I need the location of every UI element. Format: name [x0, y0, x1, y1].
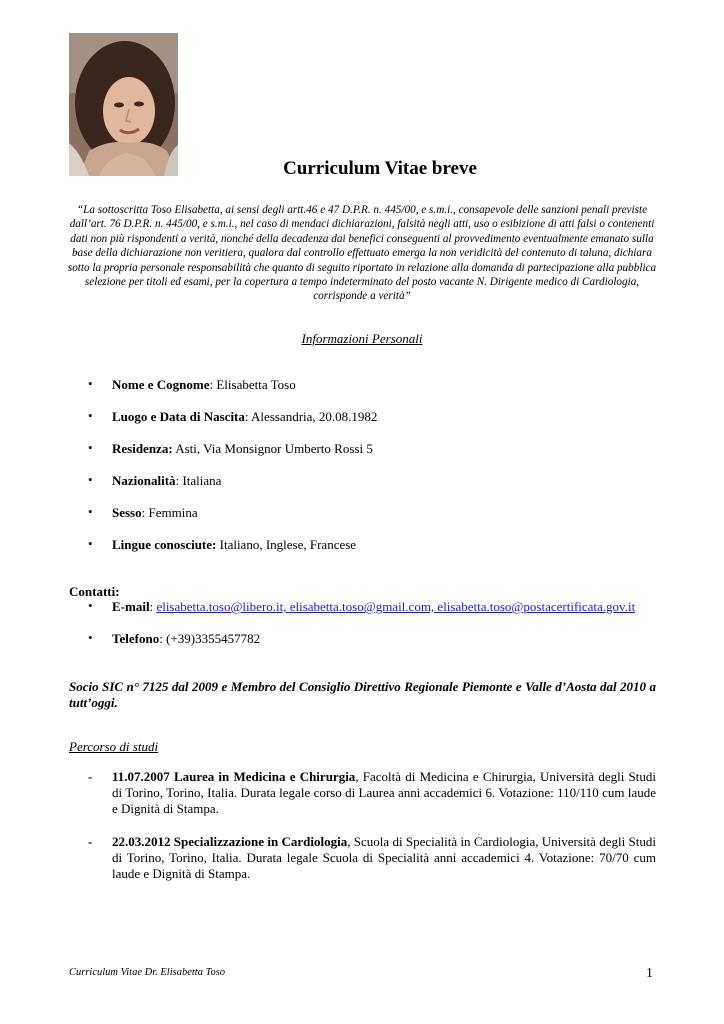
field-value: Femmina	[148, 505, 198, 520]
field-value: Italiano, Inglese, Francese	[219, 537, 357, 552]
field-value: Alessandria, 20.08.1982	[251, 409, 378, 424]
list-item	[88, 537, 668, 569]
studies-list	[88, 769, 656, 898]
field-value: Asti, Via Monsignor Umberto Rossi 5	[175, 441, 373, 456]
list-item	[88, 769, 656, 818]
field-label: Lingue conosciute:	[112, 537, 217, 552]
list-item	[88, 441, 668, 473]
phone-label: Telefono	[112, 631, 160, 646]
field-label: Nazionalità	[112, 473, 176, 488]
bullet-icon: •	[88, 376, 93, 391]
field-label: Sesso	[112, 505, 142, 520]
page-number: 1	[646, 966, 653, 981]
field-label: Nome e Cognome	[112, 377, 210, 392]
page-title: Curriculum Vitae breve	[283, 158, 477, 179]
phone-value: (+39)3355457782	[166, 631, 261, 646]
page-footer: Curriculum Vitae Dr. Elisabetta Toso	[69, 967, 226, 978]
bullet-icon: •	[88, 408, 93, 423]
degree-details: , Scuola di Specialità in Cardiologia, Università degli Studi di Torino, Torino, Italia. Durata legale Scuola di Specialità anni accademici 4. Votazione: 70/70 cum laude e Dignità di Stampa.	[112, 833, 656, 882]
list-item: • Nome e Cognome: Elisabetta Toso	[88, 376, 296, 392]
email-label: E-mail	[112, 599, 150, 614]
portrait-image	[69, 33, 178, 176]
membership-statement: Socio SIC n° 7125 dal 2009 e Membro del Consiglio Direttivo Regionale Piemonte e Valle d’Aosta dal 2010 a tutt’oggi.	[69, 679, 656, 710]
dash-marker: -	[88, 769, 93, 784]
declaration-paragraph: “La sottoscritta Toso Elisabetta, ai sensi degli artt.46 e 47 D.P.R. n. 445/00, e s.m.i., consapevole delle sanzioni penali previste dall’art. 76 D.P.R. n. 445/00, e s.m.i., nel caso di mendaci dichiarazioni, falsità negli atti, uso o esibizione di atti falsi o contenenti dati non più rispondenti a verità, nonché della decadenza dai benefici conseguenti al provvedimento eventualmente emanato sulla base della dichiarazione non veritiera, qualora dal controllo effettuato emerga la non veridicità del contenuto di taluna, dichiara sotto la propria personale responsabilità che quanto di seguito riportato in relazione alla domanda di partecipazione alla pubblica selezione per titoli ed esami, per la copertura a tempo indeterminato del posto vacante N. Dirigente medico di Cardiologia, corrisponde a verità”	[67, 204, 657, 303]
contacts-heading: Contatti:	[69, 584, 120, 599]
bullet-icon: •	[88, 536, 93, 551]
list-item	[88, 834, 656, 883]
bullet-icon: •	[88, 598, 93, 613]
bullet-icon: •	[88, 504, 93, 519]
field-label: Luogo e Data di Nascita	[112, 409, 245, 424]
personal-info-list	[88, 377, 668, 569]
profile-photo	[69, 33, 178, 176]
field-value: Italiana	[182, 473, 222, 488]
dash-marker: -	[88, 833, 93, 849]
studies-heading: Percorso di studi	[69, 739, 159, 754]
list-item: • Nazionalità: Italiana	[88, 472, 222, 488]
field-label: Residenza:	[112, 441, 173, 456]
list-item: • Sesso: Femmina	[88, 504, 198, 520]
email-links[interactable]: elisabetta.toso@libero.it, elisabetta.toso@gmail.com, elisabetta.toso@postacertificata.gov.it	[156, 599, 636, 614]
field-value: Elisabetta Toso	[216, 377, 296, 392]
degree-title: 11.07.2007 Laurea in Medicina e Chirurgia	[112, 769, 356, 784]
email-item: • E-mail: elisabetta.toso@libero.it, elisabetta.toso@gmail.com, elisabetta.toso@postacertificata.gov.it	[88, 598, 636, 614]
degree-details: , Facoltà di Medicina e Chirurgia, Università degli Studi di Torino, Torino, Italia. Durata legale corso di Laurea anni accademici 6. Votazione: 110/110 cum laude e Dignità di Stampa.	[112, 769, 656, 817]
phone-item: • Telefono: (+39)3355457782	[88, 630, 261, 646]
bullet-icon: •	[88, 630, 93, 645]
personal-info-heading: Informazioni Personali	[301, 331, 423, 346]
contacts-list	[88, 599, 688, 663]
bullet-icon: •	[88, 472, 93, 487]
list-item: • Luogo e Data di Nascita: Alessandria, 20.08.1982	[88, 408, 378, 424]
bullet-icon: •	[88, 440, 93, 455]
degree-title: 22.03.2012 Specializzazione in Cardiologia	[112, 833, 348, 849]
